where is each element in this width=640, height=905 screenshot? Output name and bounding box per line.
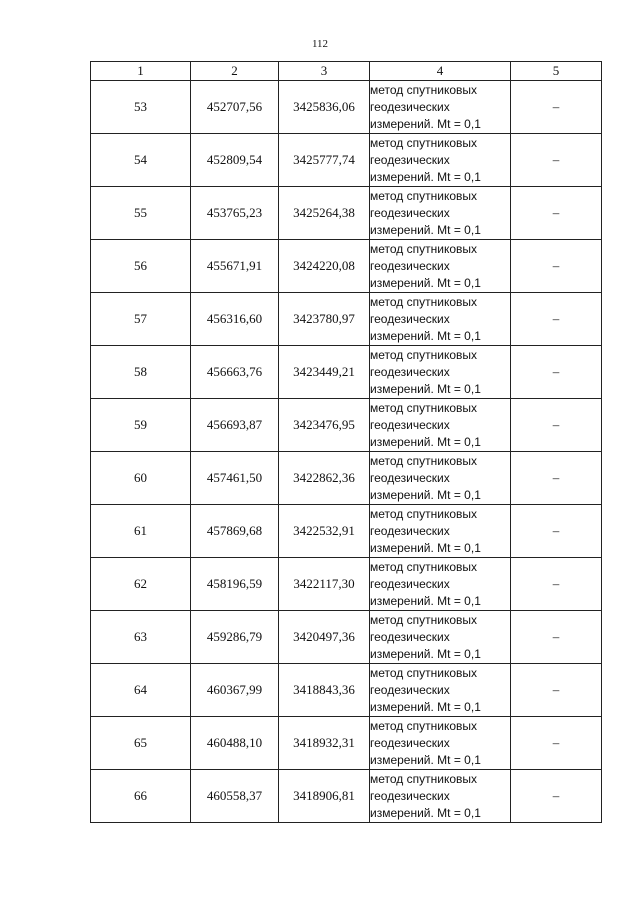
x-coordinate-cell: 452707,56	[191, 81, 279, 134]
note-cell: –	[511, 134, 602, 187]
method-line: измерений. Mt = 0,1	[370, 805, 481, 820]
method-line: измерений. Mt = 0,1	[370, 752, 481, 767]
y-coordinate-cell: 3425836,06	[279, 81, 370, 134]
method-line: метод спутниковых	[370, 506, 478, 521]
note-cell: –	[511, 240, 602, 293]
note-cell: –	[511, 611, 602, 664]
y-coordinate-cell: 3424220,08	[279, 240, 370, 293]
note-cell: –	[511, 664, 602, 717]
x-coordinate-cell: 457461,50	[191, 452, 279, 505]
table-row	[91, 134, 602, 187]
method-line: метод спутниковых	[370, 135, 478, 150]
y-coordinate-cell: 3423476,95	[279, 399, 370, 452]
header-row	[91, 62, 602, 81]
y-coordinate-cell: 3425777,74	[279, 134, 370, 187]
method-line: геодезических	[370, 417, 450, 432]
method-line: измерений. Mt = 0,1	[370, 699, 481, 714]
y-coordinate-cell: 3425264,38	[279, 187, 370, 240]
method-line: метод спутниковых	[370, 400, 478, 415]
method-line: измерений. Mt = 0,1	[370, 540, 481, 555]
method-line: геодезических	[370, 311, 450, 326]
x-coordinate-cell: 452809,54	[191, 134, 279, 187]
method-line: метод спутниковых	[370, 559, 478, 574]
y-coordinate-cell: 3418906,81	[279, 770, 370, 823]
table-body	[91, 81, 602, 823]
x-coordinate-cell: 453765,23	[191, 187, 279, 240]
y-coordinate-cell: 3422862,36	[279, 452, 370, 505]
point-number-cell: 64	[91, 664, 191, 717]
method-line: измерений. Mt = 0,1	[370, 381, 481, 396]
table-row	[91, 399, 602, 452]
method-line: измерений. Mt = 0,1	[370, 275, 481, 290]
method-line: измерений. Mt = 0,1	[370, 169, 481, 184]
method-line: метод спутниковых	[370, 188, 478, 203]
method-line: геодезических	[370, 629, 450, 644]
method-cell	[370, 611, 511, 664]
method-cell	[370, 293, 511, 346]
method-cell	[370, 240, 511, 293]
column-header-1: 1	[91, 62, 191, 81]
point-number-cell: 66	[91, 770, 191, 823]
point-number-cell: 63	[91, 611, 191, 664]
point-number-cell: 57	[91, 293, 191, 346]
method-cell	[370, 399, 511, 452]
method-line: измерений. Mt = 0,1	[370, 487, 481, 502]
table-row	[91, 293, 602, 346]
x-coordinate-cell: 456316,60	[191, 293, 279, 346]
y-coordinate-cell: 3423449,21	[279, 346, 370, 399]
method-line: метод спутниковых	[370, 771, 478, 786]
method-cell	[370, 452, 511, 505]
table-row	[91, 346, 602, 399]
table-row	[91, 81, 602, 134]
page-number: 112	[311, 38, 329, 50]
method-line: геодезических	[370, 364, 450, 379]
table-row	[91, 664, 602, 717]
note-cell: –	[511, 505, 602, 558]
method-line: геодезических	[370, 735, 450, 750]
note-cell: –	[511, 346, 602, 399]
note-cell: –	[511, 770, 602, 823]
method-line: геодезических	[370, 470, 450, 485]
note-cell: –	[511, 399, 602, 452]
table-row	[91, 452, 602, 505]
x-coordinate-cell: 456663,76	[191, 346, 279, 399]
x-coordinate-cell: 455671,91	[191, 240, 279, 293]
table-row	[91, 717, 602, 770]
method-line: геодезических	[370, 99, 450, 114]
point-number-cell: 53	[91, 81, 191, 134]
point-number-cell: 55	[91, 187, 191, 240]
table-row	[91, 187, 602, 240]
x-coordinate-cell: 460488,10	[191, 717, 279, 770]
table-row	[91, 611, 602, 664]
method-line: метод спутниковых	[370, 82, 478, 97]
method-line: геодезических	[370, 788, 450, 803]
column-header-2: 2	[191, 62, 279, 81]
y-coordinate-cell: 3422117,30	[279, 558, 370, 611]
method-line: метод спутниковых	[370, 241, 478, 256]
point-number-cell: 60	[91, 452, 191, 505]
note-cell: –	[511, 558, 602, 611]
point-number-cell: 61	[91, 505, 191, 558]
method-line: измерений. Mt = 0,1	[370, 222, 481, 237]
method-cell	[370, 346, 511, 399]
method-cell	[370, 664, 511, 717]
y-coordinate-cell: 3423780,97	[279, 293, 370, 346]
point-number-cell: 56	[91, 240, 191, 293]
x-coordinate-cell: 456693,87	[191, 399, 279, 452]
method-cell	[370, 558, 511, 611]
table-row	[91, 770, 602, 823]
method-line: геодезических	[370, 682, 450, 697]
method-line: метод спутниковых	[370, 718, 478, 733]
point-number-cell: 54	[91, 134, 191, 187]
x-coordinate-cell: 460558,37	[191, 770, 279, 823]
x-coordinate-cell: 460367,99	[191, 664, 279, 717]
method-line: геодезических	[370, 152, 450, 167]
point-number-cell: 59	[91, 399, 191, 452]
column-header-3: 3	[279, 62, 370, 81]
method-cell	[370, 770, 511, 823]
note-cell: –	[511, 81, 602, 134]
method-line: измерений. Mt = 0,1	[370, 116, 481, 131]
method-line: метод спутниковых	[370, 347, 478, 362]
point-number-cell: 58	[91, 346, 191, 399]
method-line: геодезических	[370, 523, 450, 538]
note-cell: –	[511, 717, 602, 770]
note-cell: –	[511, 452, 602, 505]
x-coordinate-cell: 457869,68	[191, 505, 279, 558]
note-cell: –	[511, 187, 602, 240]
point-number-cell: 65	[91, 717, 191, 770]
method-cell	[370, 81, 511, 134]
method-line: геодезических	[370, 258, 450, 273]
method-cell	[370, 717, 511, 770]
method-line: измерений. Mt = 0,1	[370, 593, 481, 608]
y-coordinate-cell: 3418932,31	[279, 717, 370, 770]
method-line: геодезических	[370, 205, 450, 220]
point-number-cell: 62	[91, 558, 191, 611]
table-header	[91, 62, 602, 81]
method-line: метод спутниковых	[370, 665, 478, 680]
y-coordinate-cell: 3422532,91	[279, 505, 370, 558]
table-row	[91, 505, 602, 558]
x-coordinate-cell: 458196,59	[191, 558, 279, 611]
method-line: метод спутниковых	[370, 612, 478, 627]
method-cell	[370, 187, 511, 240]
method-cell	[370, 134, 511, 187]
method-cell	[370, 505, 511, 558]
method-line: геодезических	[370, 576, 450, 591]
y-coordinate-cell: 3418843,36	[279, 664, 370, 717]
method-line: метод спутниковых	[370, 294, 478, 309]
table-row	[91, 558, 602, 611]
column-header-5: 5	[511, 62, 602, 81]
note-cell: –	[511, 293, 602, 346]
y-coordinate-cell: 3420497,36	[279, 611, 370, 664]
coordinates-table	[90, 61, 602, 823]
method-line: измерений. Mt = 0,1	[370, 328, 481, 343]
column-header-4: 4	[370, 62, 511, 81]
method-line: измерений. Mt = 0,1	[370, 434, 481, 449]
x-coordinate-cell: 459286,79	[191, 611, 279, 664]
table-row	[91, 240, 602, 293]
method-line: метод спутниковых	[370, 453, 478, 468]
method-line: измерений. Mt = 0,1	[370, 646, 481, 661]
